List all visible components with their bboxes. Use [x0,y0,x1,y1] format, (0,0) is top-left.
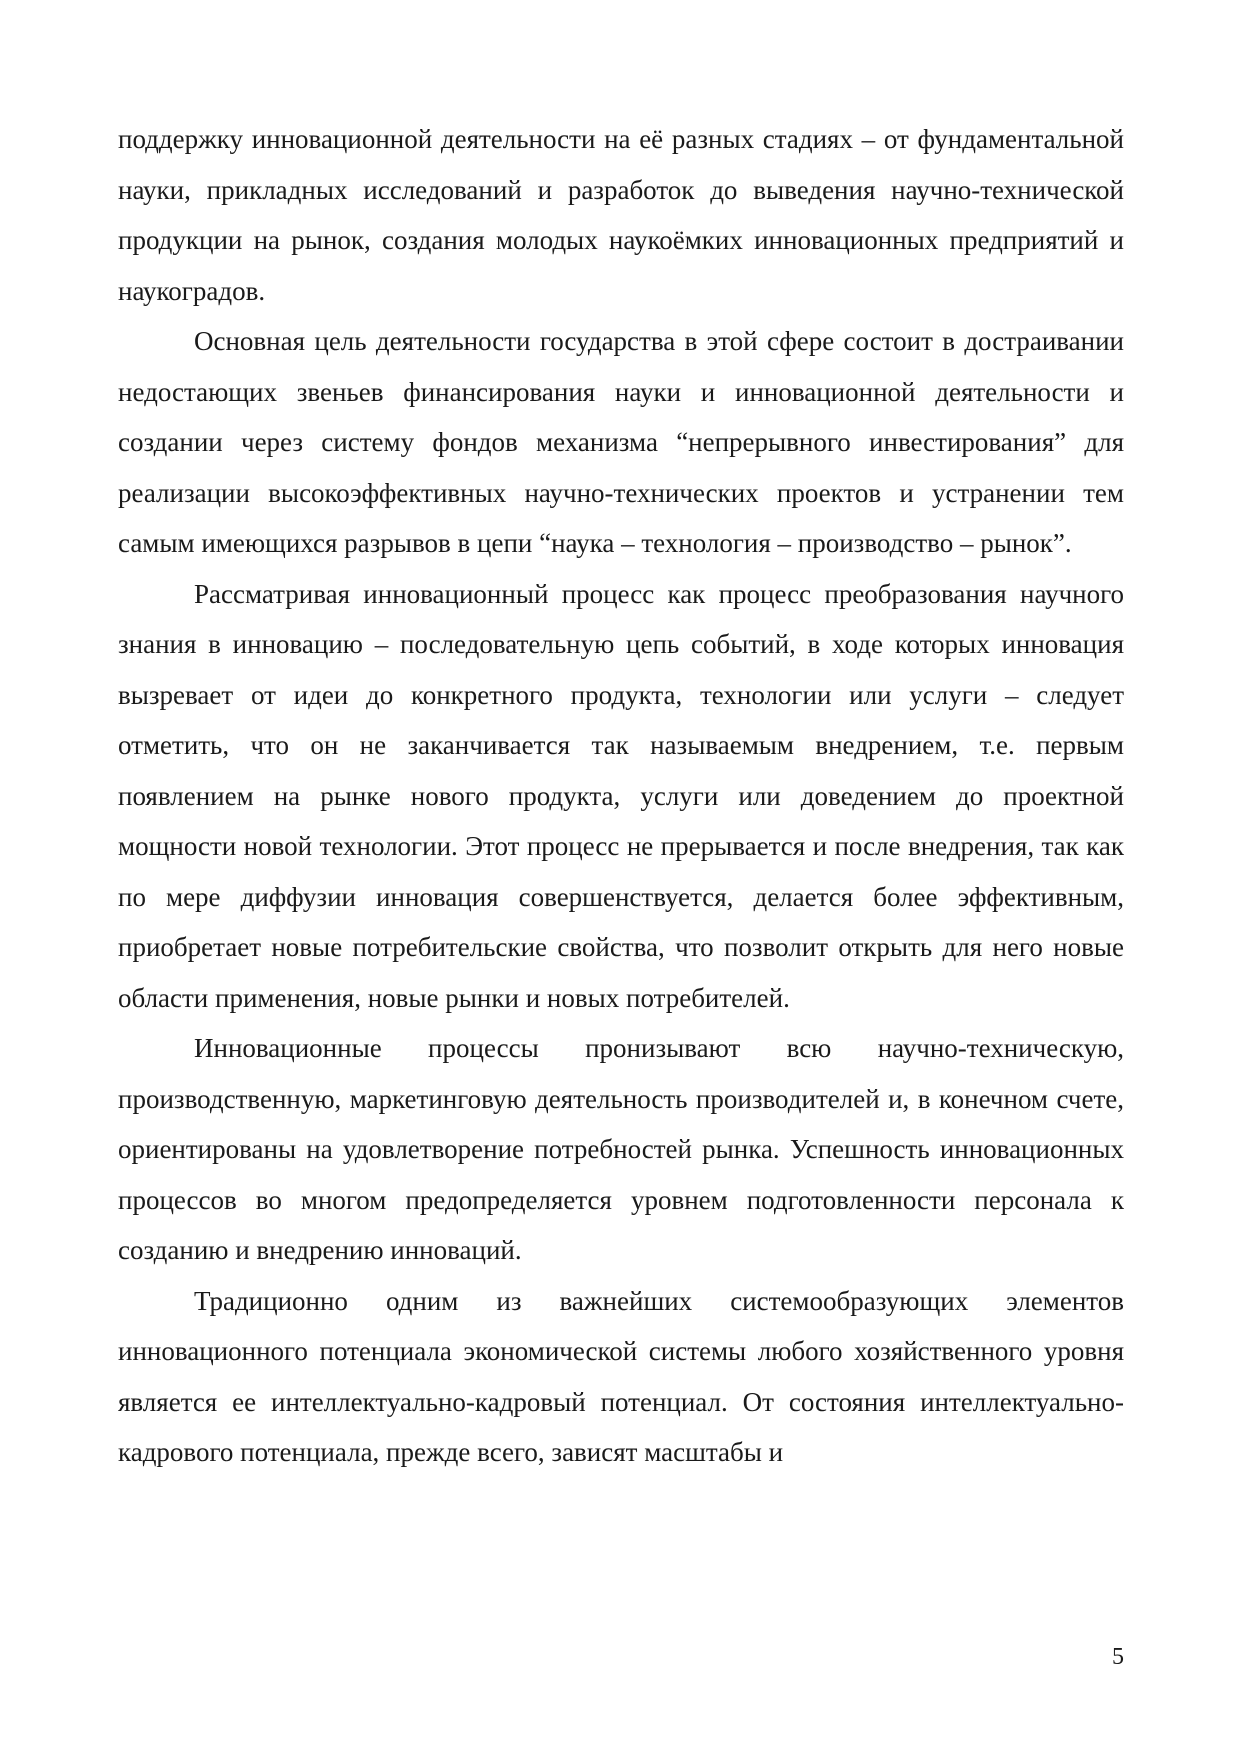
body-text [118,114,1124,1478]
paragraph: Инновационные процессы пронизывают всю научно-техническую, производственную, маркетинговую деятельность производителей и, в конечном счете, ориентированы на удовлетворение потребностей рынка. Успешность инновационных процессов во многом предопределяется уровнем подготовленности персонала к созданию и внедрению инноваций. [118,1033,1124,1265]
paragraph: Основная цель деятельности государства в этой сфере состоит в достраивании недостающих звеньев финансирования науки и инновационной деятельности и создании через систему фондов механизма “непрерывного инвестирования” для реализации высокоэффективных научно-технических проектов и устранении тем самым имеющихся разрывов в цепи “наука – технология – производство – рынок”. [118,326,1124,558]
paragraph: поддержку инновационной деятельности на её разных стадиях – от фундаментальной науки, прикладных исследований и разработок до выведения научно-технической продукции на рынок, создания молодых наукоёмких инновационных предприятий и наукоградов. [118,124,1124,306]
paragraph: Традиционно одним из важнейших системообразующих элементов инновационного потенциала экономической системы любого хозяйственного уровня является ее интеллектуально-кадровый потенциал. От состояния интеллектуально-кадрового потенциала, прежде всего, зависят масштабы и [118,1285,1124,1467]
paragraph: Рассматривая инновационный процесс как процесс преобразования научного знания в инновацию – последовательную цепь событий, в ходе которых инновация вызревает от идеи до конкретного продукта, технологии или услуги – следует отметить, что он не заканчивается так называемым внедрением, т.е. первым появлением на рынке нового продукта, услуги или доведением до проектной мощности новой технологии. Этот процесс не прерывается и после внедрения, так как по мере диффузии инновация совершенствуется, делается более эффективным, приобретает новые потребительские свойства, что позволит открыть для него новые области применения, новые рынки и новых потребителей. [118,578,1124,1013]
page-number: 5 [1112,1644,1124,1670]
